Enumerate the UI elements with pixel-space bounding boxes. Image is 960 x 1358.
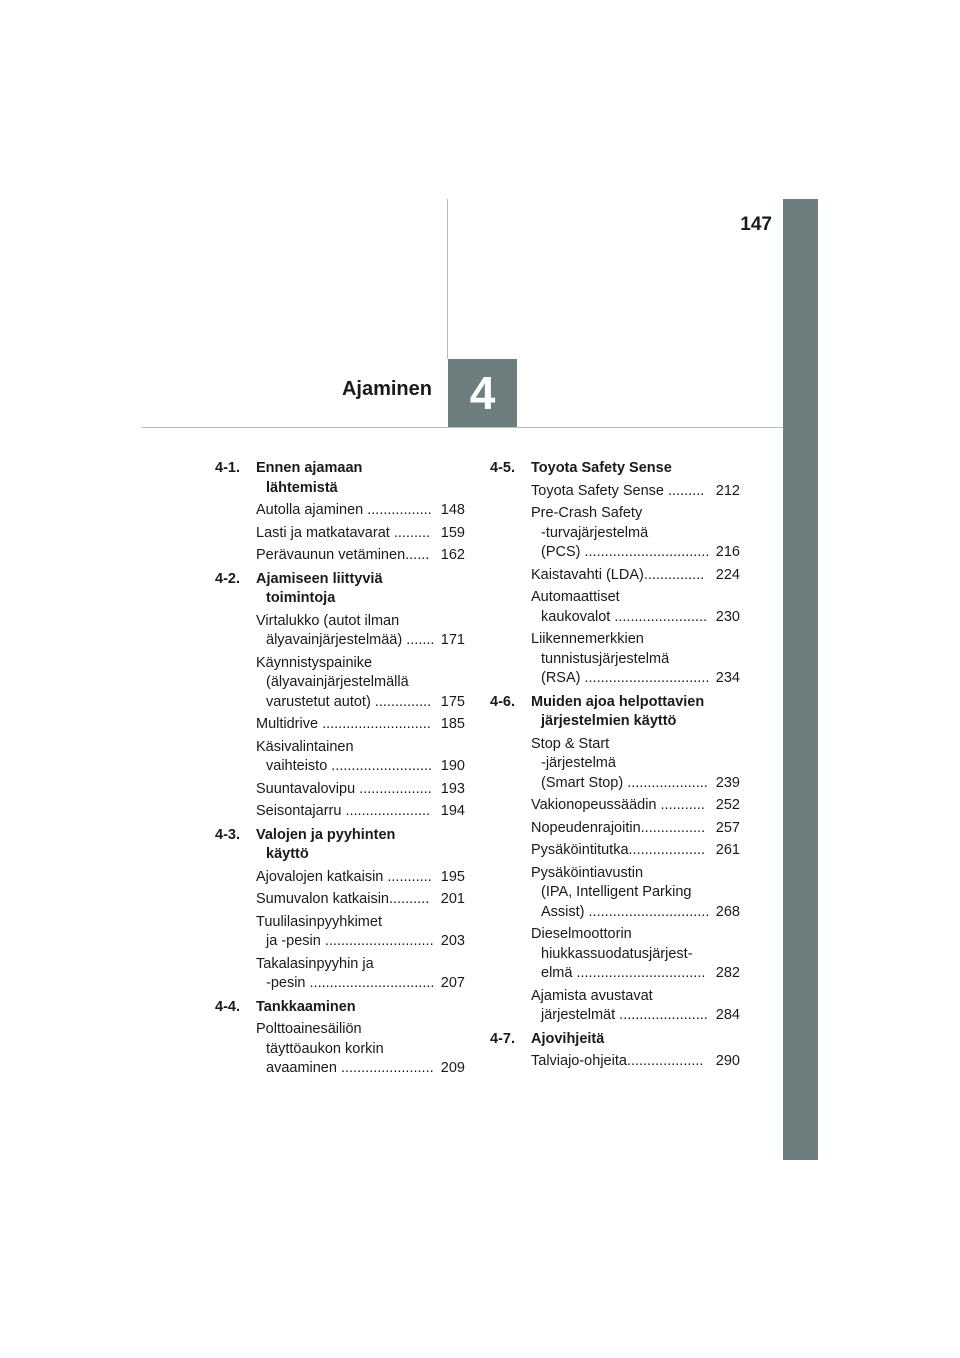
- toc-entry-page: 234: [715, 669, 740, 689]
- toc-entry[interactable]: [256, 868, 465, 888]
- chapter-side-tab: [783, 199, 818, 1160]
- toc-entry[interactable]: [531, 566, 740, 586]
- toc-entry-title: Kaistavahti (LDA)...............: [531, 566, 705, 583]
- toc-entry-title: Ajovalojen katkaisin ...........: [256, 868, 432, 885]
- toc-entry[interactable]: [531, 841, 740, 861]
- toc-entry-page: 257: [715, 819, 740, 839]
- toc-entry-title: Ajamista avustavat järjestelmät ......................: [531, 987, 708, 1023]
- toc-entry-page: 212: [715, 482, 740, 502]
- toc-entry-title: Takalasinpyyhin ja -pesin ...............................: [256, 955, 435, 991]
- toc-entry[interactable]: [531, 819, 740, 839]
- toc-entry-title: Talviajo-ohjeita...................: [531, 1053, 704, 1069]
- toc-section-title: Toyota Safety Sense: [531, 460, 672, 476]
- toc-entry-page: 185: [440, 715, 465, 735]
- toc-entry-title: Automaattiset kaukovalot .......................: [531, 589, 708, 625]
- toc-section-title: Muiden ajoa helpottavien järjestelmien käyttö: [531, 693, 705, 729]
- toc-entry-title: Virtalukko (autot ilman älyavainjärjestelmää) .......: [256, 612, 435, 648]
- toc-section-number: 4-7.: [490, 1030, 515, 1047]
- toc-section: [490, 1030, 740, 1072]
- toc-entry[interactable]: [256, 955, 465, 994]
- toc-entry-page: 190: [440, 757, 465, 777]
- toc-right-column: [490, 459, 740, 1076]
- toc-entry-page: 148: [440, 501, 465, 521]
- toc-entry[interactable]: [256, 802, 465, 822]
- toc-section: [490, 693, 740, 1026]
- toc-section: [215, 459, 465, 566]
- toc-entry[interactable]: [256, 524, 465, 544]
- toc-entry-title: Nopeudenrajoitin................: [531, 819, 706, 836]
- toc-section-heading[interactable]: [490, 693, 740, 732]
- page-number: 147: [740, 214, 772, 235]
- toc-entry-page: 224: [715, 566, 740, 586]
- toc-section-heading[interactable]: [215, 998, 465, 1018]
- toc-entry-page: 175: [440, 693, 465, 713]
- toc-entry-title: Lasti ja matkatavarat .........: [256, 524, 431, 541]
- toc-section-title: Valojen ja pyyhinten käyttö: [256, 826, 396, 862]
- toc-entry[interactable]: [531, 588, 740, 627]
- toc-entry-page: 171: [440, 631, 465, 651]
- toc-entry-page: 194: [440, 802, 465, 822]
- toc-entry-page: 290: [715, 1052, 740, 1072]
- toc-section-heading[interactable]: [215, 570, 465, 609]
- toc-section-number: 4-2.: [215, 570, 240, 587]
- toc-entry-page: 203: [440, 932, 465, 952]
- header-horizontal-rule: [142, 427, 783, 428]
- toc-entry-title: Polttoainesäiliön täyttöaukon korkin avaaminen .......................: [256, 1021, 434, 1076]
- toc-entry-page: 284: [715, 1006, 740, 1026]
- toc-section-number: 4-4.: [215, 998, 240, 1015]
- toc-section-number: 4-6.: [490, 693, 515, 710]
- toc-entry-page: 230: [715, 608, 740, 628]
- toc-entry[interactable]: [531, 925, 740, 984]
- toc-entry-title: Dieselmoottorin hiukkassuodatusjärjest- elmä ................................: [531, 926, 706, 981]
- toc-entry-title: Käsivalintainen vaihteisto .........................: [256, 738, 432, 774]
- toc-entry[interactable]: [256, 546, 465, 566]
- toc-section: [490, 459, 740, 689]
- toc-entry-page: 239: [715, 774, 740, 794]
- toc-entry-title: Perävaunun vetäminen......: [256, 547, 430, 563]
- chapter-number-box: [448, 359, 517, 427]
- toc-section: [215, 998, 465, 1079]
- toc-entry-page: 207: [440, 974, 465, 994]
- toc-section: [215, 570, 465, 822]
- toc-entry[interactable]: [256, 913, 465, 952]
- toc-section-title: Ennen ajamaan lähtemistä: [256, 460, 363, 496]
- toc-entry[interactable]: [256, 780, 465, 800]
- toc-entry-page: 159: [440, 524, 465, 544]
- toc-section-title: Tankkaaminen: [256, 998, 356, 1015]
- toc-entry-page: 252: [715, 796, 740, 816]
- toc-entry[interactable]: [531, 630, 740, 689]
- toc-entry-page: 216: [715, 543, 740, 563]
- toc-entry-page: 282: [715, 964, 740, 984]
- toc-section-heading[interactable]: [490, 459, 740, 479]
- toc-section-title: Ajovihjeitä: [531, 1030, 605, 1047]
- toc-entry-title: Pre-Crash Safety -turvajärjestelmä (PCS) ...............................: [531, 505, 710, 560]
- toc-entry[interactable]: [531, 987, 740, 1026]
- toc-entry-title: Pysäköintitutka...................: [531, 842, 706, 858]
- toc-section-number: 4-1.: [215, 460, 240, 476]
- toc-entry-title: Toyota Safety Sense .........: [531, 482, 705, 499]
- toc-entry[interactable]: [531, 482, 740, 502]
- header-vertical-rule: [447, 199, 448, 359]
- toc-entry-page: 261: [715, 841, 740, 861]
- toc-entry-title: Seisontajarru .....................: [256, 803, 431, 819]
- toc-entry-title: Suuntavalovipu ..................: [256, 780, 432, 797]
- toc-section-heading[interactable]: [215, 826, 465, 865]
- toc-entry[interactable]: [256, 738, 465, 777]
- toc-section-heading[interactable]: [490, 1030, 740, 1050]
- toc-entry-title: Vakionopeussäädin ...........: [531, 797, 705, 813]
- toc-entry[interactable]: [531, 864, 740, 923]
- toc-entry-page: 268: [715, 903, 740, 923]
- toc-entry[interactable]: [531, 796, 740, 816]
- toc-section-number: 4-5.: [490, 460, 515, 476]
- toc-section-heading[interactable]: [215, 459, 465, 498]
- toc-entry-title: Pysäköintiavustin (IPA, Intelligent Parking Assist) ..............................: [531, 864, 710, 920]
- toc-entry[interactable]: [256, 501, 465, 521]
- toc-entry[interactable]: [256, 612, 465, 651]
- toc-entry[interactable]: [256, 654, 465, 713]
- toc-section-number: 4-3.: [215, 826, 240, 843]
- toc-section: [215, 826, 465, 994]
- toc-entry[interactable]: [531, 1052, 740, 1072]
- toc-entry[interactable]: [256, 890, 465, 910]
- toc-entry[interactable]: [256, 715, 465, 735]
- toc-entry-page: 209: [440, 1059, 465, 1079]
- toc-entry-title: Multidrive ...........................: [256, 716, 431, 732]
- chapter-title: Ajaminen: [341, 378, 432, 400]
- toc-entry-page: 162: [440, 546, 465, 566]
- toc-entry-title: Stop & Start -järjestelmä (Smart Stop) ....................: [531, 735, 708, 791]
- toc-entry-title: Liikennemerkkien tunnistusjärjestelmä (RSA) ...............................: [531, 631, 710, 686]
- toc-left-column: [215, 459, 465, 1083]
- toc-section-title: Ajamiseen liittyviä toimintoja: [256, 570, 383, 606]
- chapter-number: 4: [469, 367, 496, 419]
- toc-entry-title: Autolla ajaminen ................: [256, 502, 432, 518]
- toc-entry-page: 195: [440, 868, 465, 888]
- toc-entry-title: Tuulilasinpyyhkimet ja -pesin ...........................: [256, 913, 434, 949]
- toc-entry[interactable]: [531, 735, 740, 794]
- toc-entry-page: 193: [440, 780, 465, 800]
- toc-entry-title: Sumuvalon katkaisin..........: [256, 891, 430, 907]
- toc-entry-page: 201: [440, 890, 465, 910]
- toc-entry[interactable]: [531, 504, 740, 563]
- toc-entry-title: Käynnistyspainike (älyavainjärjestelmällä varustetut autot) ..............: [256, 654, 432, 710]
- toc-entry[interactable]: [256, 1020, 465, 1079]
